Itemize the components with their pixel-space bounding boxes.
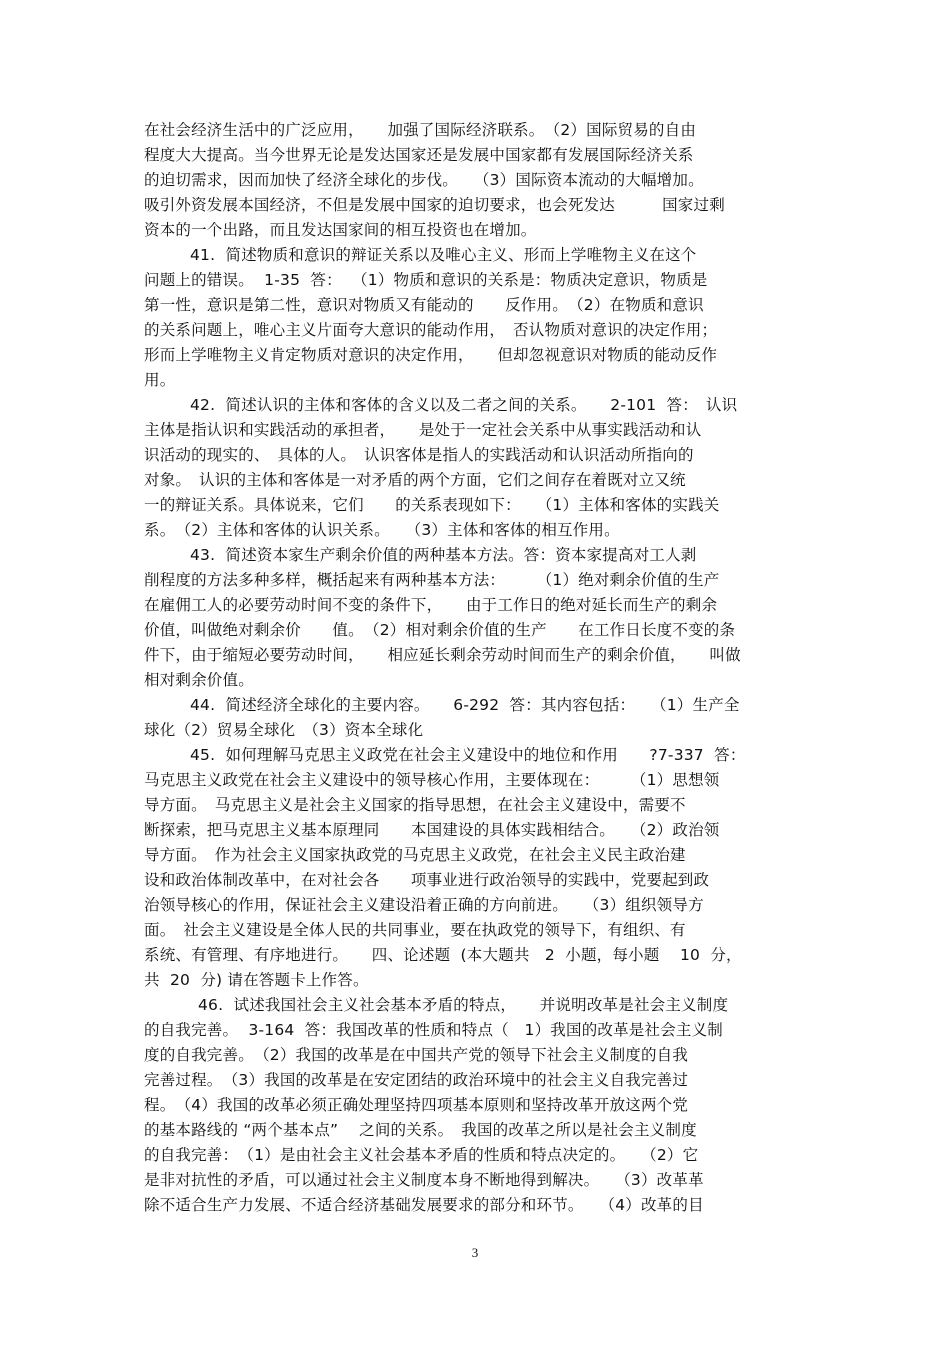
text-line: 的迫切需求，因而加快了经济全球化的步伐。 （3）国际资本流动的大幅增加。 xyxy=(144,171,704,189)
text-line: 资本的一个出路，而且发达国家间的相互投资也在增加。 xyxy=(144,221,537,239)
text-line: 一的辩证关系。具体说来，它们 的关系表现如下： （1）主体和客体的实践关 xyxy=(144,496,720,514)
text-line: 43. 简述资本家生产剩余价值的两种基本方法。答：资本家提高对工人剥 xyxy=(190,546,697,564)
text-line: 价值，叫做绝对剩余价 值。 （2）相对剩余价值的生产 在工作日长度不变的条 xyxy=(144,621,736,639)
text-line: 削程度的方法多种多样，概括起来有两种基本方法： （1）绝对剩余价值的生产 xyxy=(144,571,720,589)
text-line: 治领导核心的作用，保证社会主义建设沿着正确的方向前进。 （3）组织领导方 xyxy=(144,896,704,914)
text-line: 相对剩余价值。 xyxy=(144,671,254,689)
text-line: 件下，由于缩短必要劳动时间， 相应延长剩余劳动时间而生产的剩余价值， 叫做 xyxy=(144,646,741,664)
text-line: 第一性，意识是第二性，意识对物质又有能动的 反作用。 （2）在物质和意识 xyxy=(144,296,704,314)
text-line: 球化（2）贸易全球化 （3）资本全球化 xyxy=(144,721,424,739)
text-line: 吸引外资发展本国经济，不但是发展中国家的迫切要求，也会死发达 国家过剩 xyxy=(144,196,725,214)
text-line: 46. 试述我国社会主义社会基本矛盾的特点， 并说明改革是社会主义制度 xyxy=(198,996,729,1014)
text-line: 设和政治体制改革中，在对社会各 项事业进行政治领导的实践中，党要起到政 xyxy=(144,871,710,889)
page-number: 3 xyxy=(471,1245,479,1260)
text-line: 在雇佣工人的必要劳动时间不变的条件下， 由于工作日的绝对延长而生产的剩余 xyxy=(144,596,718,614)
text-line: 对象。 认识的主体和客体是一对矛盾的两个方面，它们之间存在着既对立又统 xyxy=(144,471,686,489)
text-line: 系。 （2）主体和客体的认识关系。 （3）主体和客体的相互作用。 xyxy=(144,521,620,539)
text-line: 系统、有管理、有序地进行。 四、论述题 (本大题共 2 小题，每小题 10 分， xyxy=(144,946,742,964)
text-line: 完善过程。 （3）我国的改革是在安定团结的政治环境中的社会主义自我完善过 xyxy=(144,1071,689,1089)
text-line: 45. 如何理解马克思主义政党在社会主义建设中的地位和作用 ?7-337 答： xyxy=(190,746,746,764)
text-line: 度的自我完善。 （2）我国的改革是在中国共产党的领导下社会主义制度的自我 xyxy=(144,1046,689,1064)
text-line: 导方面。 马克思主义是社会主义国家的指导思想，在社会主义建设中，需要不 xyxy=(144,796,686,814)
text-line: 用。 xyxy=(144,371,176,389)
text-line: 的自我完善。 3-164 答：我国改革的性质和特点（ 1）我国的改革是社会主义制 xyxy=(144,1021,724,1039)
text-line: 断探索，把马克思主义基本原理同 本国建设的具体实践相结合。 （2）政治领 xyxy=(144,821,720,839)
text-line: 在社会经济生活中的广泛应用， 加强了国际经济联系。 （2）国际贸易的自由 xyxy=(144,121,697,139)
text-line: 识活动的现实的、 具体的人。 认识客体是指人的实践活动和认识活动所指向的 xyxy=(144,446,694,464)
text-line: 共 20 分) 请在答题卡上作答。 xyxy=(144,971,369,989)
text-line: 程。 （4）我国的改革必须正确处理坚持四项基本原则和坚持改革开放这两个党 xyxy=(144,1096,689,1114)
text-line: 的关系问题上，唯心主义片面夸大意识的能动作用， 否认物质对意识的决定作用； xyxy=(144,321,718,339)
text-line: 导方面。 作为社会主义国家执政党的马克思主义政党，在社会主义民主政治建 xyxy=(144,846,686,864)
text-line: 面。 社会主义建设是全体人民的共同事业，要在执政党的领导下，有组织、有 xyxy=(144,921,686,939)
text-line: 除不适合生产力发展、不适合经济基础发展要求的部分和环节。 （4）改革的目 xyxy=(144,1196,704,1214)
text-line: 的基本路线的 “两个基本点” 之间的关系。 我国的改革之所以是社会主义制度 xyxy=(144,1121,697,1139)
text-line: 程度大大提高。当今世界无论是发达国家还是发展中国家都有发展国际经济关系 xyxy=(144,146,694,164)
text-line: 42. 简述认识的主体和客体的含义以及二者之间的关系。 2-101 答： 认识 xyxy=(190,396,738,414)
text-line: 44. 简述经济全球化的主要内容。 6-292 答：其内容包括： （1）生产全 xyxy=(190,696,740,714)
text-line: 的自我完善： （1）是由社会主义社会基本矛盾的性质和特点决定的。 （2）它 xyxy=(144,1146,699,1164)
text-line: 问题上的错误。 1-35 答： （1）物质和意识的关系是：物质决定意识，物质是 xyxy=(144,271,708,289)
text-line: 主体是指认识和实践活动的承担者， 是处于一定社会关系中从事实践活动和认 xyxy=(144,421,702,439)
text-line: 是非对抗性的矛盾，可以通过社会主义制度本身不断地得到解决。 （3）改革革 xyxy=(144,1171,704,1189)
text-line: 41. 简述物质和意识的辩证关系以及唯心主义、形而上学唯物主义在这个 xyxy=(190,246,697,264)
text-line: 马克思主义政党在社会主义建设中的领导核心作用，主要体现在： （1）思想领 xyxy=(144,771,720,789)
text-line: 形而上学唯物主义肯定物质对意识的决定作用， 但却忽视意识对物质的能动反作 xyxy=(144,346,718,364)
